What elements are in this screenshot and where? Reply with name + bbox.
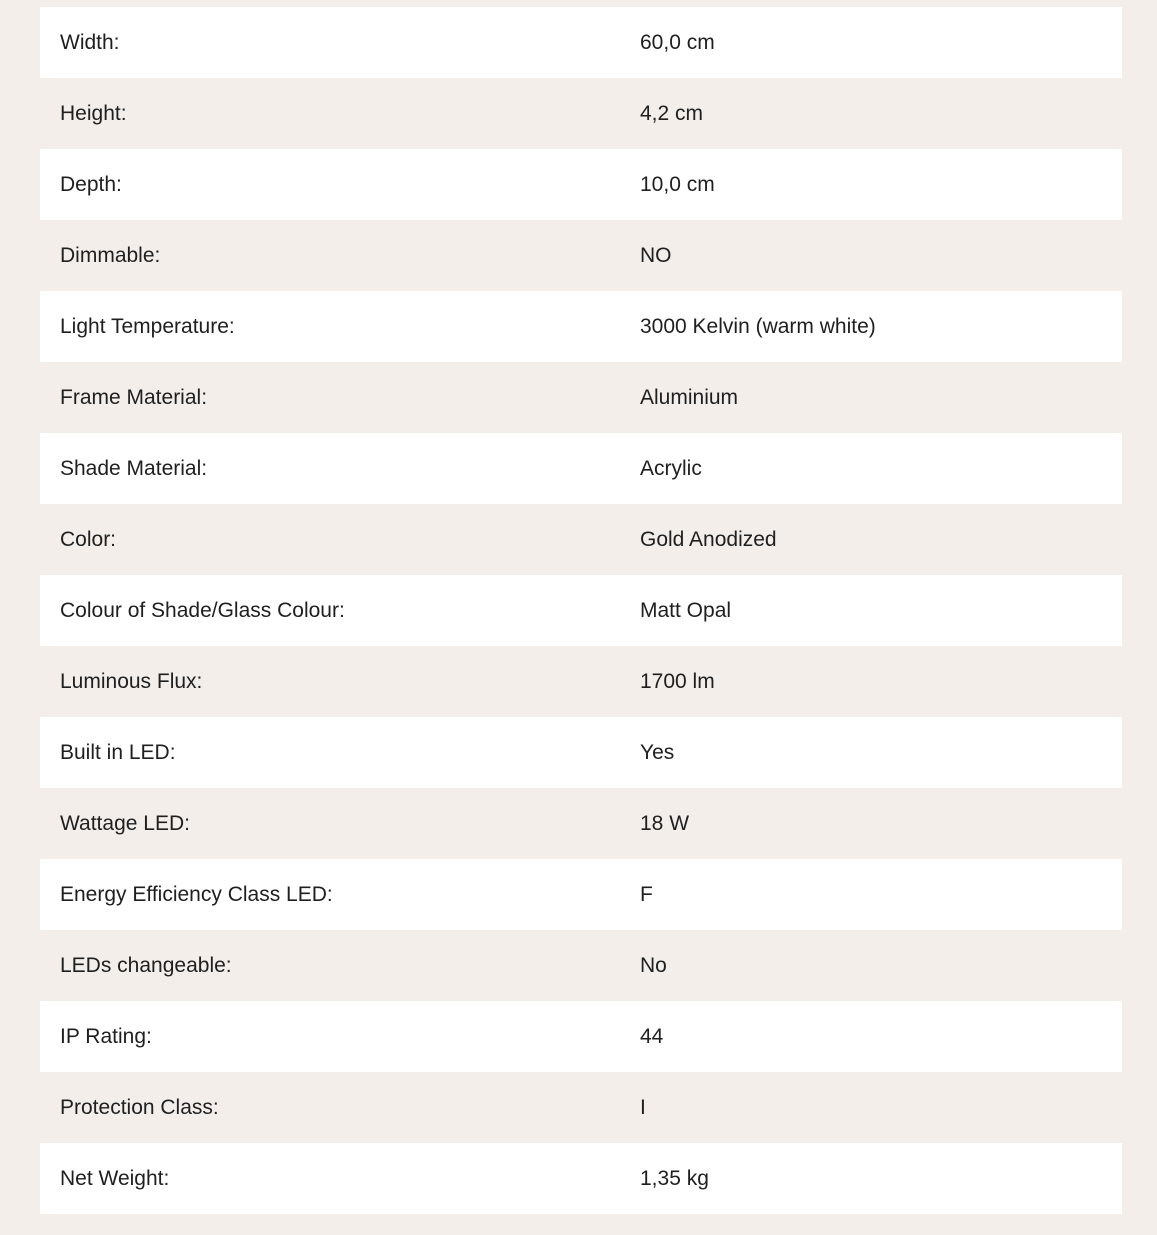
- spec-row-light-temperature: [40, 291, 1122, 362]
- spec-label: Depth:: [60, 172, 122, 196]
- spec-row-dimmable: [40, 220, 1122, 291]
- spec-value: NO: [640, 243, 672, 267]
- spec-value: Yes: [640, 740, 675, 764]
- spec-row-net-weight: [40, 1143, 1122, 1214]
- spec-value: 60,0 cm: [640, 30, 715, 54]
- spec-row-color: [40, 504, 1122, 575]
- spec-label: Color:: [60, 527, 117, 551]
- spec-value: I: [640, 1095, 646, 1119]
- spec-label: LEDs changeable:: [60, 953, 232, 977]
- spec-value: 3000 Kelvin (warm white): [640, 314, 876, 338]
- spec-label: Luminous Flux:: [60, 669, 203, 693]
- spec-value: 4,2 cm: [640, 101, 704, 125]
- spec-value: 44: [640, 1024, 664, 1048]
- spec-label: Dimmable:: [60, 243, 161, 267]
- spec-label: Net Weight:: [60, 1166, 170, 1190]
- spec-label: Frame Material:: [60, 385, 208, 409]
- spec-value: Aluminium: [640, 385, 739, 409]
- spec-label: IP Rating:: [60, 1024, 152, 1048]
- spec-value: 10,0 cm: [640, 172, 715, 196]
- spec-label: Protection Class:: [60, 1095, 219, 1119]
- spec-row-energy-efficiency: [40, 859, 1122, 930]
- spec-row-frame-material: [40, 362, 1122, 433]
- spec-label: Wattage LED:: [60, 811, 190, 835]
- spec-row-luminous-flux: [40, 646, 1122, 717]
- spec-row-protection-class: [40, 1072, 1122, 1143]
- spec-row-width: [40, 7, 1122, 78]
- spec-value: 1700 lm: [640, 669, 715, 693]
- spec-row-depth: [40, 149, 1122, 220]
- spec-label: Energy Efficiency Class LED:: [60, 882, 333, 906]
- spec-value: 1,35 kg: [640, 1166, 709, 1190]
- spec-label: Light Temperature:: [60, 314, 235, 338]
- spec-value: Acrylic: [640, 456, 702, 480]
- spec-label: Height:: [60, 101, 127, 125]
- spec-value: No: [640, 953, 667, 977]
- spec-value: Gold Anodized: [640, 527, 777, 551]
- spec-row-ip-rating: [40, 1001, 1122, 1072]
- spec-row-shade-colour: [40, 575, 1122, 646]
- spec-value: F: [640, 882, 653, 906]
- spec-row-leds-changeable: [40, 930, 1122, 1001]
- spec-row-shade-material: [40, 433, 1122, 504]
- spec-label: Width:: [60, 30, 120, 54]
- spec-label: Shade Material:: [60, 456, 208, 480]
- spec-label: Built in LED:: [60, 740, 176, 764]
- spec-row-height: [40, 78, 1122, 149]
- spec-label: Colour of Shade/Glass Colour:: [60, 598, 345, 622]
- spec-value: 18 W: [640, 811, 690, 835]
- spec-value: Matt Opal: [640, 598, 732, 622]
- spec-row-wattage-led: [40, 788, 1122, 859]
- specifications-table: [40, 7, 1122, 1214]
- spec-row-built-in-led: [40, 717, 1122, 788]
